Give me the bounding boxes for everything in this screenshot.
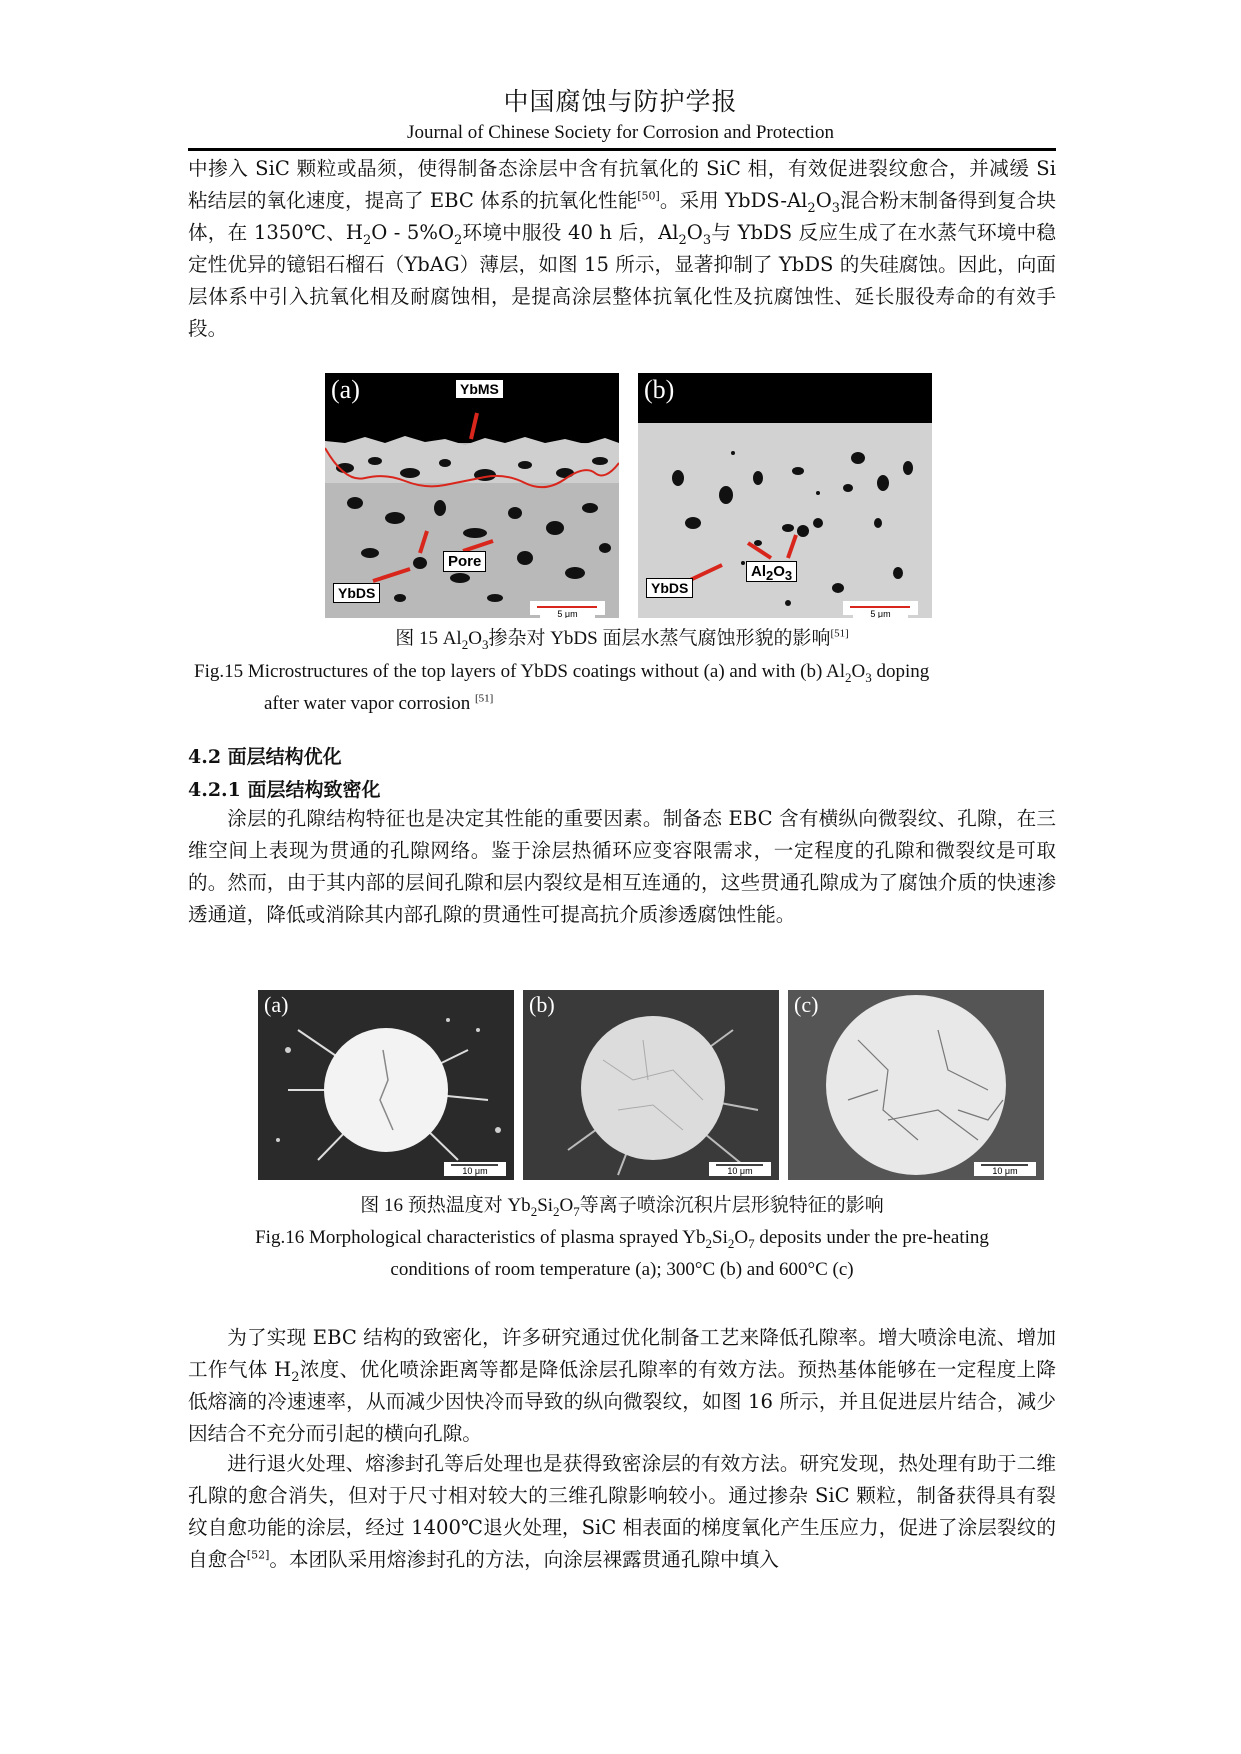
figure-16c-image [788,990,1044,1180]
label-ybms: YbMS [455,379,504,399]
figure-15-caption-cn: 图 15 $Al_2O_3$掺杂对 YbDS 面层水蒸气腐蚀形貌的影响[51] [395,627,849,652]
header-rule [188,148,1056,151]
section-heading-4-2-1: 4.2.1 面层结构致密化 [188,779,381,801]
journal-title-cn: 中国腐蚀与防护学报 [503,87,738,116]
figure-16a-image [258,990,514,1180]
label-al2o3: $Al_2O_3$ [746,561,797,582]
figure-15-caption-en-2: after water vapor corrosion [51] [264,692,494,714]
figure-16-panel-c-label: (c) [794,992,819,1017]
paragraph-1: 中掺入 SiC 颗粒或晶须，使得制备态涂层中含有抗氧化的 SiC 相，有效促进裂纹愈合，并减缓 Si 粘结层的氧化速度，提高了 EBC 体系的抗氧化性能[50]。采用 YbDS-$Al_2O_3$混合粉末制备得到复合块体，在 1350℃、$H_2O - 5\%O_2$环境中服役 40 h 后，$Al_2O_3$与 YbDS 反应生成了在水蒸气环境中稳定性优异的镱铝石榴石（YbAG）薄层，如图 15 所示，显著抑制了 YbDS 的失硅腐蚀。因此，向面层体系中引入抗氧化相及耐腐蚀相，是提高涂层整体抗氧化性及抗腐蚀性、延长服役寿命的有效手段。 [188,157,1057,340]
figure-15-panel-a-label: (a) [331,375,360,404]
figure-15b-image [638,373,932,618]
paragraph-2: 涂层的孔隙结构特征也是决定其性能的重要因素。制备态 EBC 含有横纵向微裂纹、孔隙，在三维空间上表现为贯通的孔隙网络。鉴于涂层热循环应变容限需求，一定程度的孔隙和微裂纹是可取的。然而，由于其内部的层间孔隙和层内裂纹是相互连通的，这些贯通孔隙成为了腐蚀介质的快速渗透通道，降低或消除其内部孔隙的贯通性可提高抗介质渗透腐蚀性能。 [188,807,1056,926]
scale-bar-16c: 10 μm [976,1166,1034,1176]
figure-15-panel-b-label: (b) [644,375,675,404]
label-ybds-a: YbDS [333,583,380,603]
scale-bar-16a: 10 μm [446,1166,504,1176]
journal-title-en: Journal of Chinese Society for Corrosion and Protection [407,122,834,143]
figure-16-caption-en: Fig.16 Morphological characteristics of plasma sprayed $Yb_2Si_2O_7$ deposits under the pre-heating [255,1227,989,1251]
label-ybds-b: YbDS [646,578,693,598]
label-pore: Pore [443,551,486,572]
section-heading-4-2: 4.2 面层结构优化 [188,746,342,768]
figure-16-panel-b-label: (b) [529,992,555,1017]
figure-16-caption-cn: 图 16 预热温度对 $Yb_2Si_2O_7$等离子喷涂沉积片层形貌特征的影响 [360,1195,884,1219]
figure-16b-image [523,990,779,1180]
paragraph-3: 为了实现 EBC 结构的致密化，许多研究通过优化制备工艺来降低孔隙率。增大喷涂电流、增加工作气体 $H_2$浓度、优化喷涂距离等都是降低涂层孔隙率的有效方法。预热基体能够在一定程度上降低熔滴的冷速速率，从而减少因快冷而导致的纵向微裂纹，如图 16 所示，并且促进层片结合，减少因结合不充分而引起的横向孔隙。 [188,1326,1056,1445]
figure-16-caption-en-2: conditions of room temperature (a); 300°C (b) and 600°C (c) [390,1259,854,1280]
paragraph-4: 进行退火处理、熔渗封孔等后处理也是获得致密涂层的有效方法。研究发现，热处理有助于二维孔隙的愈合消失，但对于尺寸相对较大的三维孔隙影响较小。通过掺杂 SiC 颗粒，制备获得具有裂纹自愈功能的涂层，经过 1400℃退火处理，SiC 相表面的梯度氧化产生压应力，促进了涂层裂纹的自愈合[52]。本团队采用熔渗封孔的方法，向涂层裸露贯通孔隙中填入 [188,1452,1056,1571]
scale-bar-15b: 5 μm [853,609,908,618]
figure-15a-image [325,373,619,618]
figure-15-caption-en: Fig.15 Microstructures of the top layers of YbDS coatings without (a) and with (b) $Al_2O_3$ doping [194,661,930,685]
figure-16-panel-a-label: (a) [264,992,289,1017]
scale-bar-15a: 5 μm [540,609,595,618]
scale-bar-16b: 10 μm [711,1166,769,1176]
